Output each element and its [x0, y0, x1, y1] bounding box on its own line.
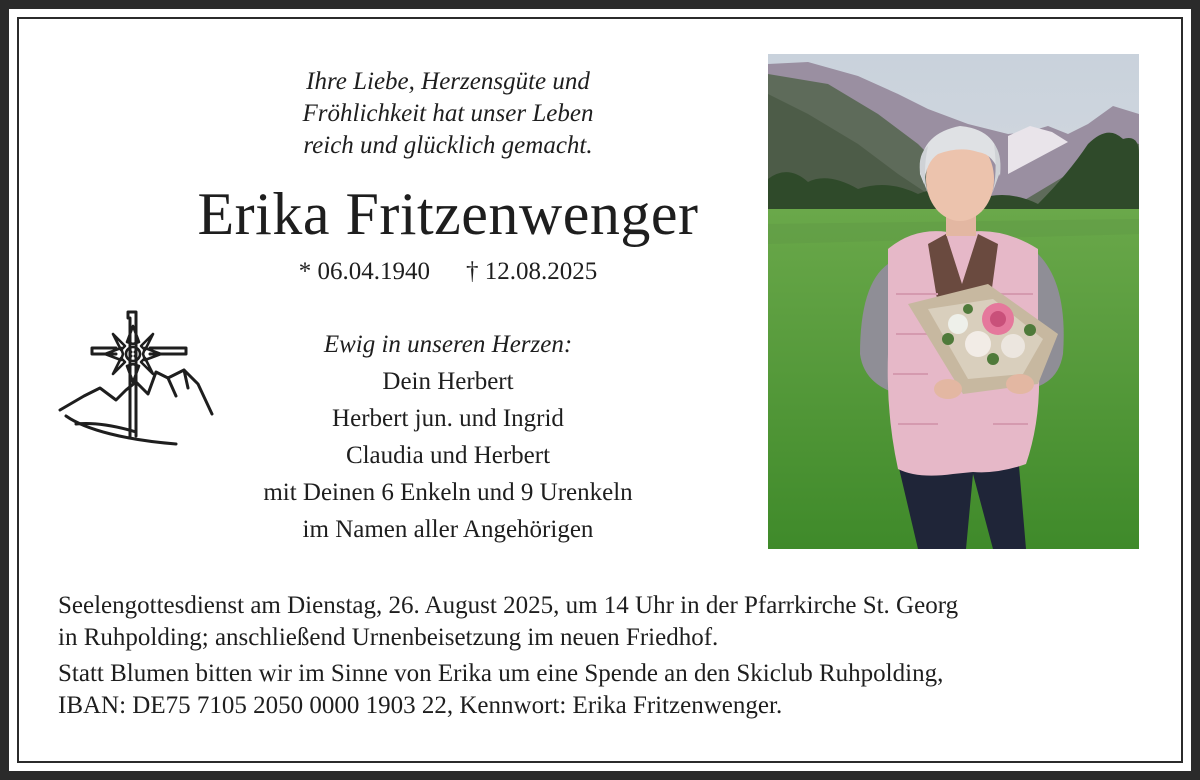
donation-line: Statt Blumen bitten wir im Sinne von Erika um eine Spende an den Skiclub Ruhpolding, [58, 660, 944, 687]
motto-line: Fröhlichkeit hat unser Leben [302, 100, 594, 127]
motto-line: Ihre Liebe, Herzensgüte und [306, 68, 590, 95]
mourner-line: mit Deinen 6 Enkeln und 9 Urenkeln [263, 479, 633, 506]
life-dates [150, 256, 746, 288]
mourner-line: im Namen aller Angehörigen [302, 516, 594, 543]
cross-with-edelweiss-and-mountains-icon [56, 304, 218, 450]
mourners-heading: Ewig in unseren Herzen: [323, 331, 573, 358]
service-line: Seelengottesdienst am Dienstag, 26. August 2025, um 14 Uhr in der Pfarrkirche St. Georg [58, 592, 959, 619]
motto-line: reich und glücklich gemacht. [303, 132, 593, 159]
mourners-list [150, 326, 746, 548]
deceased-name: Erika Fritzenwenger [197, 181, 699, 247]
obituary-text [150, 66, 746, 548]
service-information [58, 590, 1158, 726]
mourner-line: Dein Herbert [382, 368, 514, 395]
service-notice [58, 590, 1158, 653]
portrait-photo [768, 54, 1139, 549]
service-line: in Ruhpolding; anschließend Urnenbeisetzung im neuen Friedhof. [58, 623, 719, 651]
death-date: † 12.08.2025 [466, 258, 598, 285]
donation-line: IBAN: DE75 7105 2050 0000 1903 22, Kennwort: Erika Fritzenwenger. [58, 691, 783, 719]
donation-notice [58, 658, 1158, 721]
mourner-line: Herbert jun. und Ingrid [332, 405, 564, 432]
mourner-line: Claudia und Herbert [345, 442, 551, 469]
birth-date: * 06.04.1940 [298, 258, 430, 285]
motto-quote [150, 66, 746, 162]
